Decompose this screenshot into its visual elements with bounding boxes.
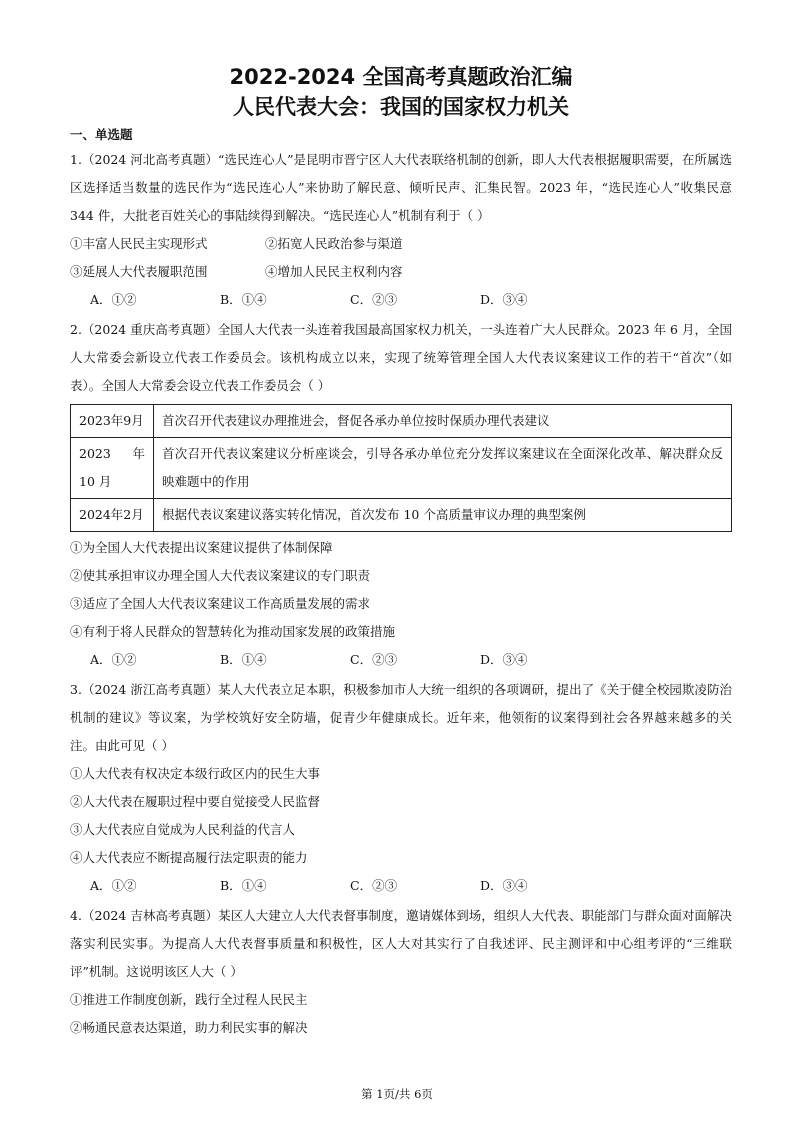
table-cell-date: 2023 年 10 月 (71, 438, 154, 499)
page-footer: 第 1页/共 6页 (361, 1087, 433, 1101)
table-cell-date: 2023年9月 (71, 405, 154, 438)
statement-2: ②畅通民意表达渠道，助力利民实事的解决 (70, 1020, 308, 1035)
choice-d: D．③④ (480, 652, 528, 667)
question-stem: 4.（2024 吉林高考真题）某区人大建立人大代表督事制度，邀请媒体到场，组织人大代表、职能部门与群众面对面解决落实利民实事。为提高人大代表督事质量和积极性，区人大对其实行了自我述评、民主测评和中心组考评的“三维联评”机制。这说明该区人大（ ） (70, 908, 732, 979)
choice-c: C．②③ (350, 292, 398, 307)
statement-2: ②拓宽人民政治参与渠道 (265, 236, 403, 251)
question-2 (70, 316, 732, 674)
choice-b: B．①④ (220, 292, 267, 307)
table-row (71, 438, 732, 499)
table-row (71, 405, 732, 438)
document-subtitle: 人民代表大会：我国的国家权力机关 (233, 95, 569, 119)
events-table (70, 404, 732, 532)
table-cell-content: 首次召开代表议案建议分析座谈会，引导各承办单位充分发挥议案建议在全面深化改革、解决群众反映难题中的作用 (154, 438, 732, 499)
choice-a: A．①② (90, 292, 137, 307)
choice-c: C．②③ (350, 878, 398, 893)
statement-3: ③延展人大代表履职范围 (70, 264, 208, 279)
statement-row (70, 258, 732, 286)
question-4 (70, 902, 732, 1042)
answer-choices (70, 646, 732, 674)
statement-1: ①丰富人民民主实现形式 (70, 236, 208, 251)
statement-4: ④人大代表应不断提高履行法定职责的能力 (70, 850, 308, 865)
statement-3: ③人大代表应自觉成为人民利益的代言人 (70, 822, 296, 837)
question-stem: 3.（2024 浙江高考真题）某人大代表立足本职，积极参加市人大统一组织的各项调研，提出了《关于健全校园欺凌防治机制的建议》等议案，为学校筑好安全防墙，促青少年健康成长。近年来，他领衔的议案得到社会各界越来越多的关注。由此可见（ ） (70, 682, 732, 753)
statement-4: ④增加人民民主权利内容 (265, 264, 403, 279)
choice-d: D．③④ (480, 292, 528, 307)
statement-4: ④有利于将人民群众的智慧转化为推动国家发展的政策措施 (70, 624, 396, 639)
question-stem: 2.（2024 重庆高考真题）全国人大代表一头连着我国最高国家权力机关，一头连着广大人民群众。2023 年 6 月，全国人大常委会新设立代表工作委员会。该机构成立以来，实现了统筹管理全国人大代表议案建议工作的若干“首次”（如表）。全国人大常委会设立代表工作委员会（ ） (70, 322, 732, 393)
statement-1: ①人大代表有权决定本级行政区内的民生大事 (70, 766, 321, 781)
statement-2: ②使其承担审议办理全国人大代表议案建议的专门职责 (70, 568, 371, 583)
question-1 (70, 146, 732, 314)
choice-a: A．①② (90, 878, 137, 893)
question-stem: 1.（2024 河北高考真题）“选民连心人”是昆明市晋宁区人大代表联络机制的创新，即人大代表根据履职需要，在所属选区选择适当数量的选民作为“选民连心人”来协助了解民意、倾听民声、汇集民智。2023 年，“选民连心人”收集民意 344 件，大批老百姓关心的事陆续得到解决。“选民连心人”机制有利于（ ） (70, 152, 732, 223)
statement-3: ③适应了全国人大代表议案建议工作高质量发展的需求 (70, 596, 371, 611)
statement-row (70, 230, 732, 258)
statement-2: ②人大代表在履职过程中要自觉接受人民监督 (70, 794, 321, 809)
answer-choices (70, 286, 732, 314)
statement-1: ①推进工作制度创新，践行全过程人民民主 (70, 992, 308, 1007)
section-heading: 一、单选题 (70, 127, 133, 142)
table-row (71, 499, 732, 532)
statement-1: ①为全国人大代表提出议案建议提供了体制保障 (70, 540, 333, 555)
answer-choices (70, 872, 732, 900)
table-cell-content: 根据代表议案建议落实转化情况，首次发布 10 个高质量审议办理的典型案例 (154, 499, 732, 532)
table-cell-date: 2024年2月 (71, 499, 154, 532)
choice-b: B．①④ (220, 878, 267, 893)
choice-d: D．③④ (480, 878, 528, 893)
document-title: 2022-2024 全国高考真题政治汇编 (229, 65, 573, 89)
question-3 (70, 676, 732, 900)
table-cell-content: 首次召开代表建议办理推进会，督促各承办单位按时保质办理代表建议 (154, 405, 732, 438)
choice-b: B．①④ (220, 652, 267, 667)
choice-a: A．①② (90, 652, 137, 667)
choice-c: C．②③ (350, 652, 398, 667)
